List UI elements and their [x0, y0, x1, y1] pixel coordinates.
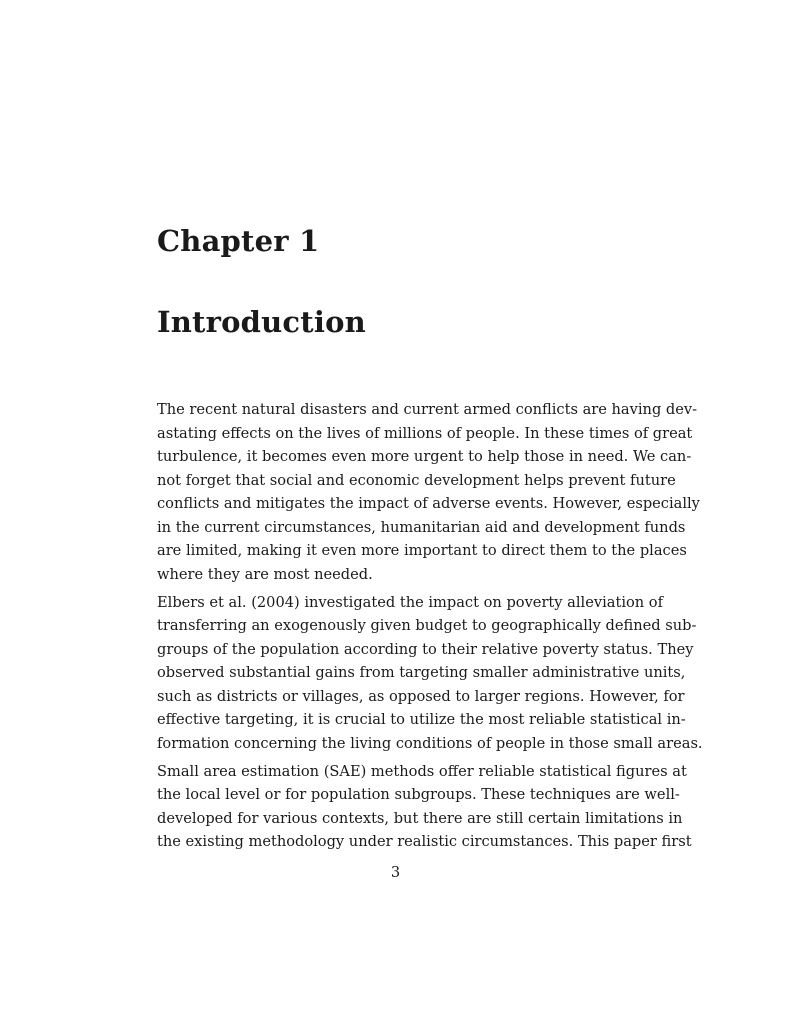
paragraph-1	[157, 398, 700, 586]
text-line: astating effects on the lives of millions of people. In these times of great	[157, 424, 693, 442]
text-line: formation concerning the living conditions of people in those small areas.	[157, 734, 703, 752]
paragraph-3	[157, 760, 692, 854]
text-line: in the current circumstances, humanitarian aid and development funds	[157, 518, 686, 536]
page-number: 3	[390, 864, 401, 881]
text-line: observed substantial gains from targeting smaller administrative units,	[157, 664, 686, 681]
text-line: are limited, making it even more important to direct them to the places	[157, 542, 687, 559]
text-line: where they are most needed.	[157, 565, 373, 583]
text-line: Elbers et al. (2004) investigated the impact on poverty alleviation of	[157, 593, 663, 611]
text-line: groups of the population according to their relative poverty status. They	[157, 640, 694, 658]
text-line: effective targeting, it is crucial to utilize the most reliable statistical in-	[157, 711, 686, 728]
text-line: such as districts or villages, as opposed to larger regions. However, for	[157, 687, 685, 705]
text-line: Small area estimation (SAE) methods offer reliable statistical figures at	[157, 762, 687, 780]
text-line: conflicts and mitigates the impact of adverse events. However, especially	[157, 495, 700, 512]
chapter-title: Introduction	[157, 305, 366, 339]
text-line: the local level or for population subgroups. These techniques are well-	[157, 786, 680, 803]
text-line: not forget that social and economic development helps prevent future	[157, 471, 676, 489]
text-line: turbulence, it becomes even more urgent to help those in need. We can-	[157, 448, 692, 465]
text-line: The recent natural disasters and current armed conflicts are having dev-	[157, 401, 698, 418]
chapter-label: Chapter 1	[157, 224, 320, 258]
text-line: developed for various contexts, but there are still certain limitations in	[157, 809, 683, 827]
text-line: the existing methodology under realistic circumstances. This paper first	[157, 833, 692, 850]
paragraph-2	[157, 591, 703, 756]
text-line: transferring an exogenously given budget to geographically defined sub-	[157, 617, 697, 634]
body-text	[157, 398, 703, 854]
